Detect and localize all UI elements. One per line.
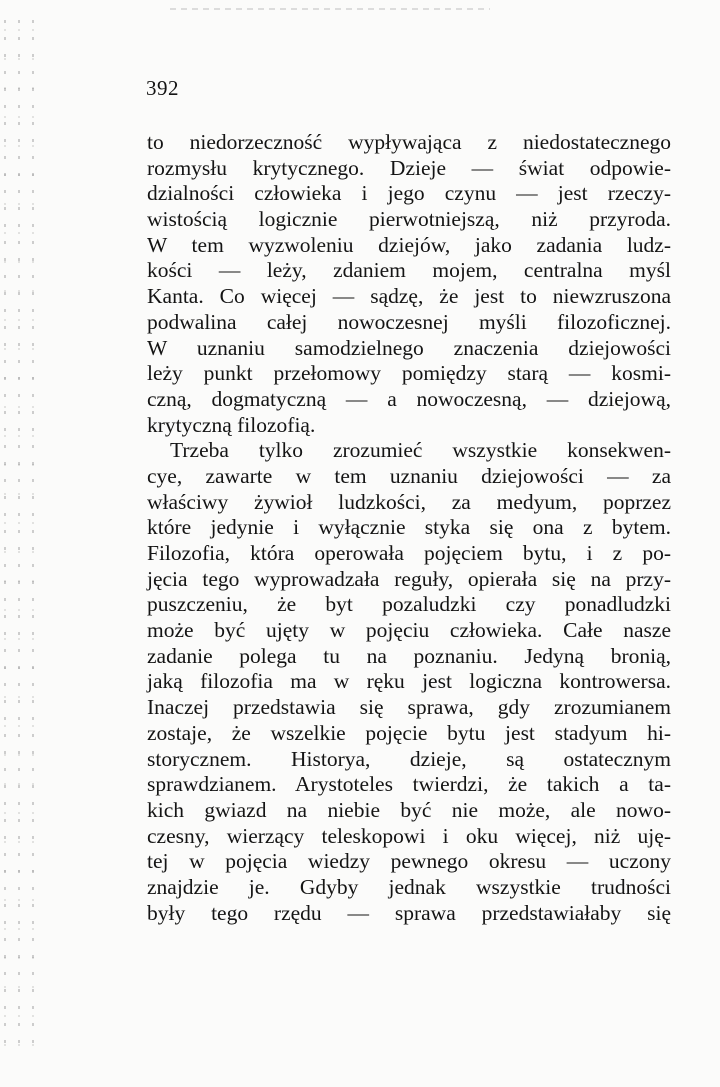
text-line: sprawdzianem. Arystoteles twierdzi, że takich a ta- (147, 772, 671, 797)
text-line: które jedynie i wyłącznie styka się ona z bytem. (147, 515, 671, 540)
text-line: zadanie polega tu na poznaniu. Jedyną bronią, (147, 643, 671, 668)
text-line: storycznem. Historya, dzieje, są ostatecznym (147, 746, 671, 771)
paragraph-end-line: krytyczną filozofią. (147, 412, 316, 437)
text-line: Kanta. Co więcej — sądzę, że jest to niewzruszona (147, 284, 671, 309)
text-line: W uznaniu samodzielnego znaczenia dziejowości (147, 335, 671, 360)
text-line: zostaje, że wszelkie pojęcie bytu jest stadyum hi- (147, 720, 671, 745)
text-line: kich gwiazd na niebie być nie może, ale nowo- (147, 797, 671, 822)
text-line: znajdzie je. Gdyby jednak wszystkie trudności (147, 874, 671, 899)
text-line: Filozofia, która operowała pojęciem bytu, i z po- (147, 541, 671, 565)
text-line: cye, zawarte w tem uznaniu dziejowości — za (147, 463, 671, 488)
paragraph-start-line: Trzeba tylko zrozumieć wszystkie konsekwen- (170, 438, 671, 463)
text-line: puszczeniu, że byt pozaludzki czy ponadludzki (147, 592, 671, 617)
text-line: podwalina całej nowoczesnej myśli filozoficznej. (147, 309, 671, 334)
scan-artifact-binding-edge (4, 20, 36, 1050)
text-line: kości — leży, zdaniem mojem, centralna myśl (147, 258, 671, 283)
text-line: to niedorzeczność wypływająca z niedostatecznego (147, 130, 671, 154)
text-line: może być ujęty w pojęciu człowieka. Całe nasze (147, 618, 671, 643)
text-line: jaką filozofia ma w ręku jest logiczna kontrowersa. (147, 669, 671, 694)
text-line: czną, dogmatyczną — a nowoczesną, — dziejową, (147, 386, 671, 411)
text-line: tej w pojęcia wiedzy pewnego okresu — uczony (147, 849, 671, 874)
text-line: czesny, wierzący teleskopowi i oku więcej, niż uję- (147, 823, 671, 848)
scan-artifact-top (170, 8, 490, 10)
body-text (147, 130, 671, 926)
text-line: właściwy żywioł ludzkości, za medyum, poprzez (147, 489, 671, 514)
text-line: leży punkt przełomowy pomiędzy starą — kosmi- (147, 361, 671, 386)
text-line: dzialności człowieka i jego czynu — jest rzeczy- (147, 181, 671, 206)
page-number: 392 (146, 76, 179, 100)
text-line: jęcia tego wyprowadzała reguły, opierała się na przy- (147, 566, 671, 591)
text-line: Inaczej przedstawia się sprawa, gdy zrozumianem (147, 695, 671, 720)
text-line: były tego rzędu — sprawa przedstawiałaby się (147, 900, 671, 925)
text-line: W tem wyzwoleniu dziejów, jako zadania ludz- (147, 232, 671, 257)
text-line: wistością logicznie pierwotniejszą, niż przyroda. (147, 207, 671, 232)
text-line: rozmysłu krytycznego. Dzieje — świat odpowie- (147, 155, 671, 180)
